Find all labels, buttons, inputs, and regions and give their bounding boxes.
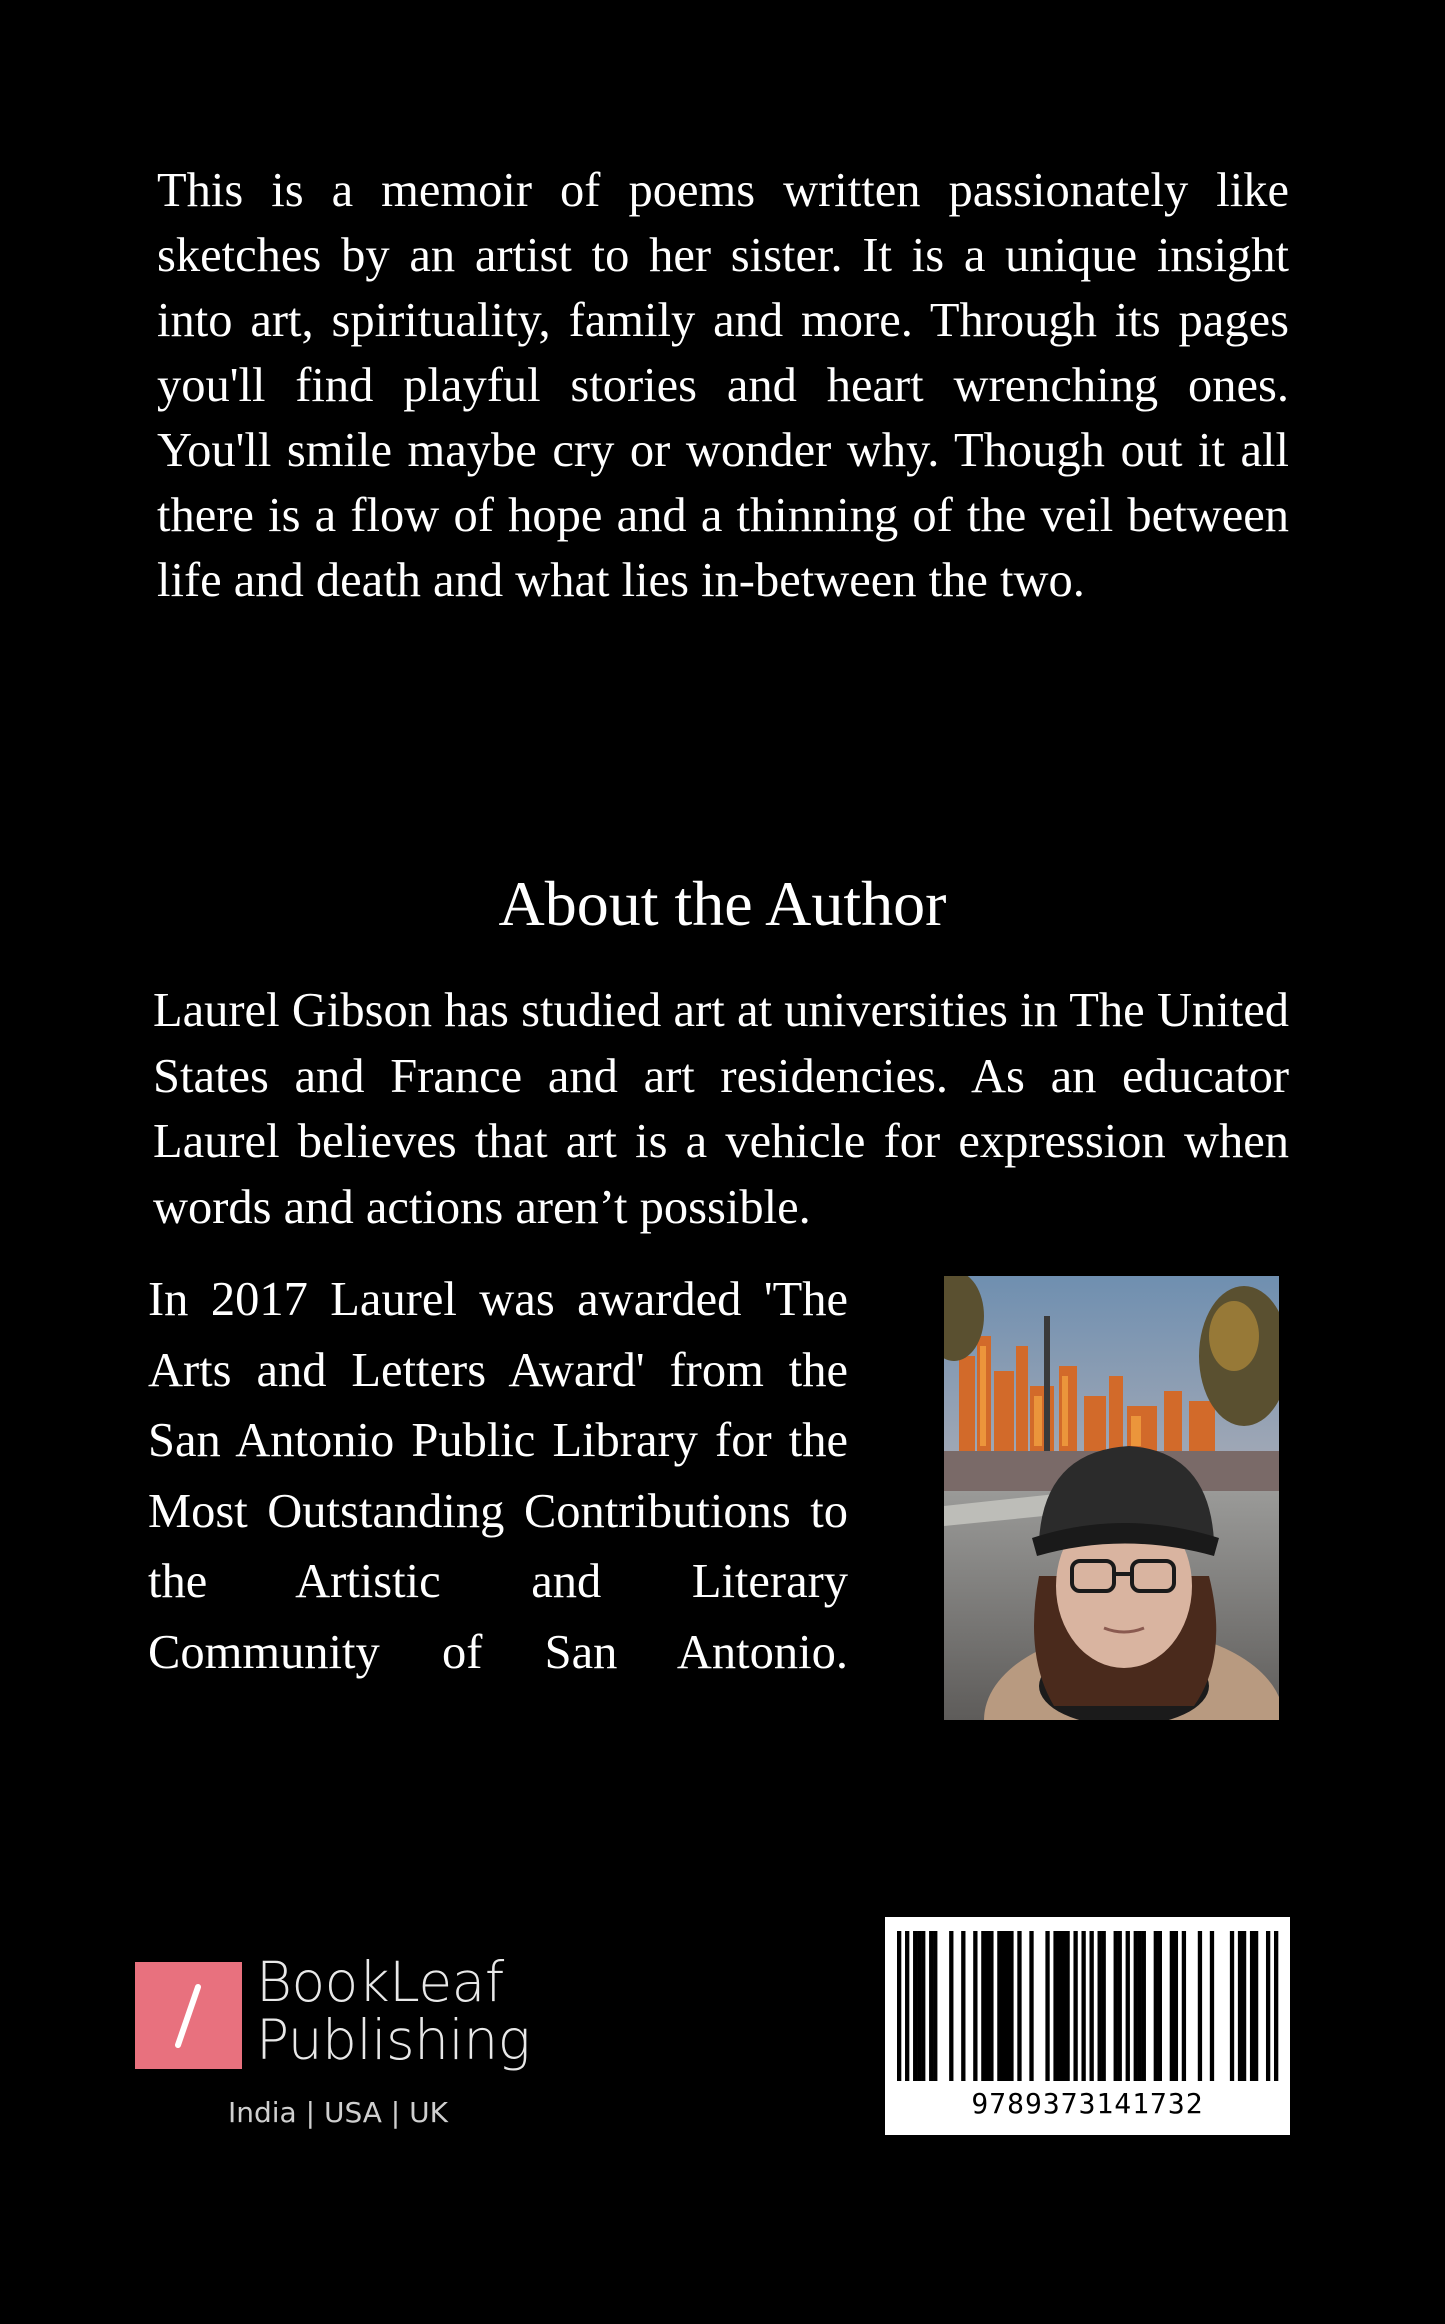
barcode-bar <box>997 1931 1001 2081</box>
publisher-name <box>256 1950 556 2072</box>
barcode-bar <box>1126 1931 1130 2081</box>
barcode-bar <box>1053 1931 1057 2081</box>
publisher-regions: India | USA | UK <box>228 2096 448 2129</box>
barcode-bar <box>1009 1931 1013 2081</box>
author-photo <box>944 1276 1279 1720</box>
barcode-bar <box>1170 1931 1174 2081</box>
barcode-bar <box>1098 1931 1102 2081</box>
author-award-paragraph: In 2017 Laurel was awarded 'The Arts and Letters Award' from the San Antonio Public Library for the Most Outstanding Contributions to the Artistic and Literary Community of San Antonio. <box>148 1273 848 1679</box>
barcode-bar <box>1057 1931 1061 2081</box>
barcode-bar <box>1081 1931 1085 2081</box>
barcode-bar <box>1114 1931 1118 2081</box>
barcode-bar <box>1210 1931 1214 2081</box>
barcode-bar <box>1182 1931 1186 2081</box>
barcode-bar <box>1238 1931 1242 2081</box>
barcode-bar <box>929 1931 933 2081</box>
barcode-bar <box>1158 1931 1162 2081</box>
barcode-bar <box>905 1931 909 2081</box>
publisher-name-line1: BookLeaf <box>256 1950 504 2014</box>
barcode-bar <box>1102 1931 1106 2081</box>
barcode-bar <box>1001 1931 1005 2081</box>
barcode-bar <box>1029 1931 1033 2081</box>
barcode-bar <box>949 1931 953 2081</box>
barcode-bar <box>1017 1931 1021 2081</box>
slash-icon <box>168 1983 208 2049</box>
author-bio-paragraph: Laurel Gibson has studied art at universities in The United States and France and art residencies. As an educator Laurel believes that art is a vehicle for expression when words and actions aren’t possible. <box>153 984 1289 1234</box>
barcode-bar <box>973 1931 977 2081</box>
barcode-bar <box>981 1931 985 2081</box>
isbn-barcode <box>885 1917 1290 2135</box>
barcode-bar <box>897 1931 901 2081</box>
publisher-name-line2: Publishing <box>256 2008 531 2072</box>
barcode-bar <box>1061 1931 1065 2081</box>
barcode-bar <box>1065 1931 1069 2081</box>
barcode-bar <box>1138 1931 1142 2081</box>
barcode-bar <box>985 1931 989 2081</box>
barcode-bar <box>1230 1931 1234 2081</box>
barcode-bar <box>1154 1931 1158 2081</box>
barcode-bar <box>1045 1931 1049 2081</box>
barcode-bar <box>1005 1931 1009 2081</box>
isbn-number: 9789373141732 <box>971 2087 1204 2120</box>
barcode-bar <box>989 1931 993 2081</box>
barcode-bar <box>1118 1931 1122 2081</box>
barcode-bar <box>1142 1931 1146 2081</box>
barcode-bar <box>1254 1931 1258 2081</box>
barcode-bar <box>921 1931 925 2081</box>
barcode-bars <box>885 1917 1290 2087</box>
barcode-bar <box>1250 1931 1254 2081</box>
back-cover-blurb: This is a memoir of poems written passionately like sketches by an artist to her sister. It is a unique insight into art, spirituality, family and more. Through its pages you'll find playful stories and heart wrenching ones. You'll smile maybe cry or wonder why. Though out it all there is a flow of hope and a thinning of the veil between life and death and what lies in-between the two. <box>157 164 1289 607</box>
barcode-bar <box>913 1931 917 2081</box>
barcode-bar <box>961 1931 965 2081</box>
about-author-heading: About the Author <box>498 868 947 939</box>
barcode-bar <box>1090 1931 1094 2081</box>
barcode-bar <box>1266 1931 1270 2081</box>
barcode-bar <box>1073 1931 1077 2081</box>
barcode-bar <box>1174 1931 1178 2081</box>
barcode-bar <box>1134 1931 1138 2081</box>
barcode-bar <box>1198 1931 1202 2081</box>
logo-mark <box>135 1962 242 2069</box>
barcode-bar <box>917 1931 921 2081</box>
barcode-bar <box>1242 1931 1246 2081</box>
barcode-bar <box>1274 1931 1278 2081</box>
barcode-bar <box>933 1931 937 2081</box>
